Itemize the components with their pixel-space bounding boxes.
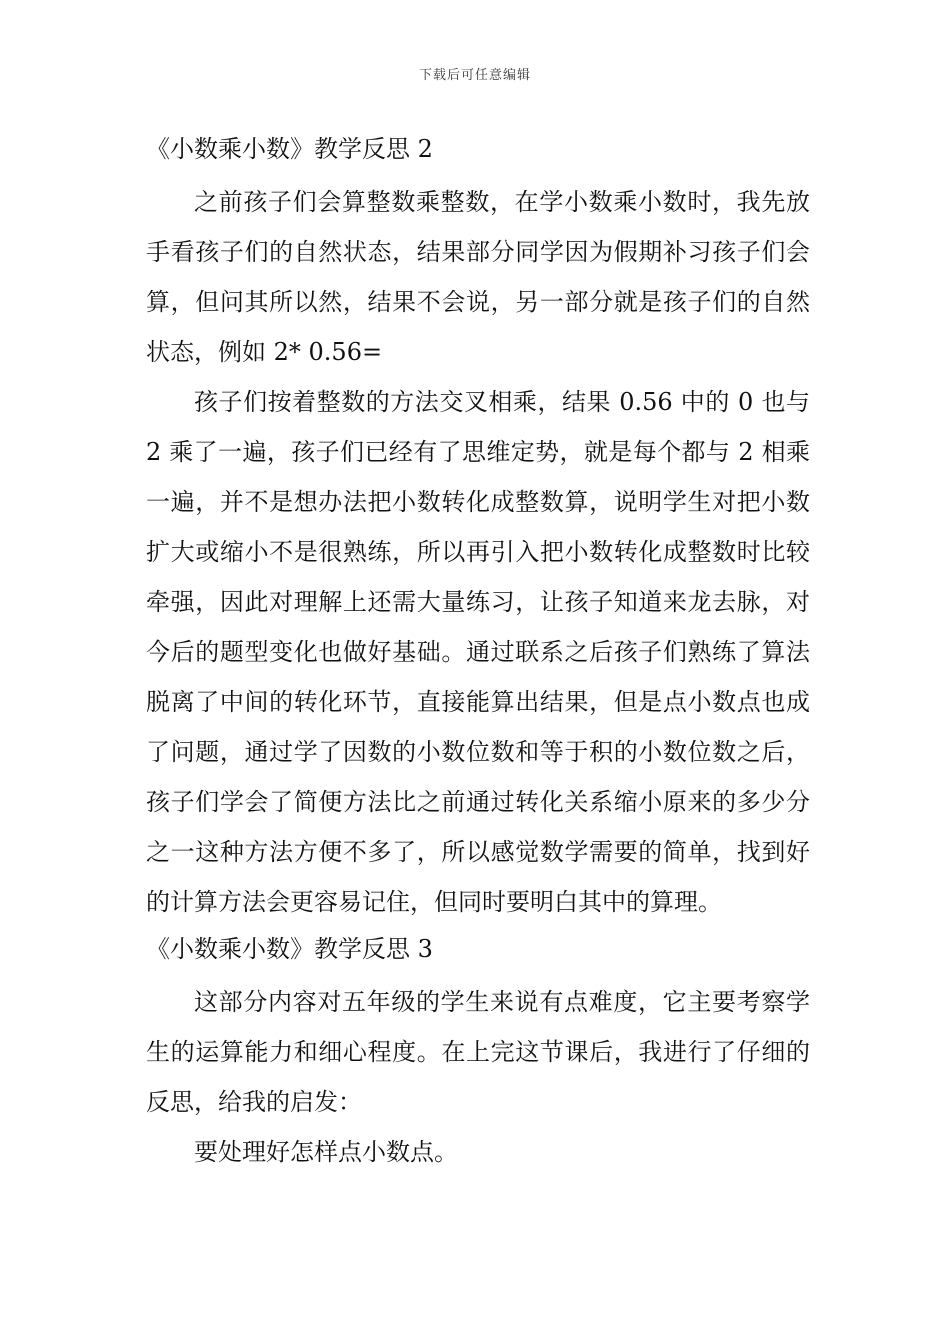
document-body bbox=[146, 127, 810, 1177]
section-title: 《小数乘小数》教学反思 2 bbox=[146, 135, 433, 163]
section-reflection-3 bbox=[146, 927, 810, 1177]
section-reflection-2 bbox=[146, 127, 810, 927]
page-header-note: 下载后可任意编辑 bbox=[418, 68, 531, 83]
paragraph: 之前孩子们会算整数乘整数，在学小数乘小数时，我先放手看孩子们的自然状态，结果部分同学因为假期补习孩子们会算，但问其所以然，结果不会说，另一部分就是孩子们的自然状态，例如 2* 0.56= bbox=[146, 188, 810, 366]
paragraph: 要处理好怎样点小数点。 bbox=[194, 1138, 458, 1166]
paragraph: 孩子们按着整数的方法交叉相乘，结果 0.56 中的 0 也与 2 乘了一遍，孩子们已经有了思维定势，就是每个都与 2 相乘一遍，并不是想办法把小数转化成整数算，说明学生对把小数扩大或缩小不是很熟练，所以再引入把小数转化成整数时比较牵强，因此对理解上还需大量练习，让孩子知道来龙去脉，对今后的题型变化也做好基础。通过联系之后孩子们熟练了算法脱离了中间的转化环节，直接能算出结果，但是点小数点也成了问题，通过学了因数的小数位数和等于积的小数位数之后，孩子们学会了简便方法比之前通过转化关系缩小原来的多少分之一这种方法方便不多了，所以感觉数学需要的简单，找到好的计算方法会更容易记住，但同时要明白其中的算理。 bbox=[146, 388, 810, 916]
paragraph: 这部分内容对五年级的学生来说有点难度，它主要考察学生的运算能力和细心程度。在上完这节课后，我进行了仔细的反思，给我的启发： bbox=[146, 988, 810, 1116]
section-title: 《小数乘小数》教学反思 3 bbox=[146, 935, 433, 963]
